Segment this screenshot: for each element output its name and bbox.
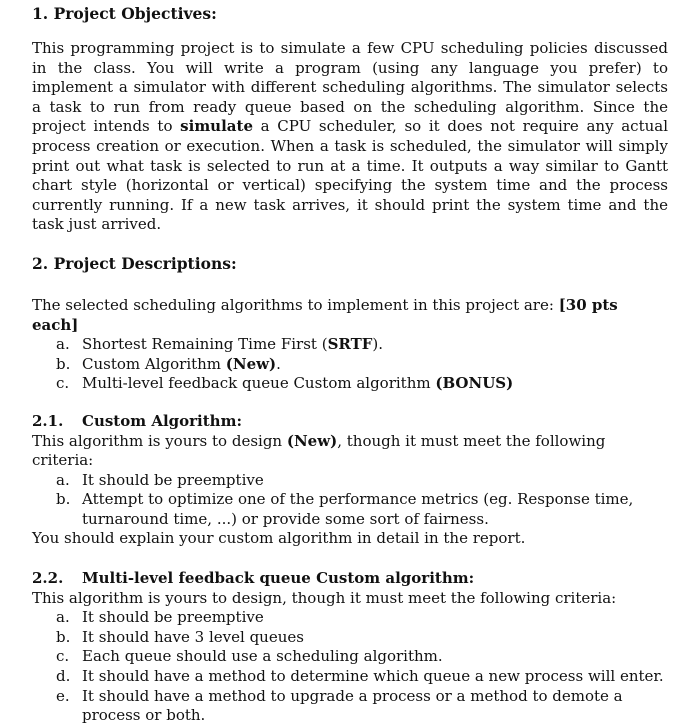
item-text: Custom Algorithm (82, 354, 226, 373)
paragraph-text-start: This programming project is to simulate a few CPU scheduling policies discussed in the class. You will write a program (using any language you prefer) to implement a simulator with different scheduling algorithms. The simulator selects a task to run from ready queue based on the scheduling algorithm. Since the project intends to (32, 39, 668, 136)
item-text-end: . (276, 354, 281, 373)
criteria-item (56, 687, 668, 726)
section-1-paragraph (32, 39, 668, 235)
list-marker: e. (56, 686, 70, 705)
section-2-1-heading (32, 412, 668, 432)
item-bold: SRTF (327, 335, 373, 354)
item-bold: (New) (225, 354, 277, 373)
paragraph-text-end: a CPU scheduler, so it does not require any actual process creation or execution. When a task is scheduled, the simulator will simply print out what task is selected to run at a time. It outputs a way similar to Gantt chart style (horizontal or vertical) specifying the system time and the process currently running. If a new task arrives, it should print the system time and the task just arrived. (32, 117, 668, 234)
section-2-2-number: 2.2. (32, 569, 64, 588)
item-text: It should have 3 level queues (82, 627, 304, 646)
section-2-1-intro (32, 432, 668, 471)
mlfq-criteria-list (32, 608, 668, 726)
section-2-intro (32, 296, 668, 335)
section-2-intro-text: The selected scheduling algorithms to implement in this project are: (32, 295, 559, 314)
section-2-2-heading (32, 569, 668, 589)
section-2-1-number: 2.1. (32, 411, 64, 430)
criteria-item (56, 647, 668, 667)
criteria-item (56, 608, 668, 628)
algorithm-item-custom (56, 355, 668, 375)
criteria-item (56, 490, 668, 529)
intro-bold: (New) (286, 431, 338, 450)
algorithm-item-mlfq (56, 374, 668, 394)
section-2-heading: 2. Project Descriptions: (32, 253, 237, 273)
item-text: Multi-level feedback queue Custom algorithm (82, 374, 436, 393)
item-text: Attempt to optimize one of the performance metrics (eg. Response time, turnaround time, ...) or provide some sort of fairness. (82, 490, 634, 528)
list-marker: a. (56, 470, 70, 489)
item-text: It should be preemptive (82, 608, 264, 627)
item-text: It should be preemptive (82, 470, 264, 489)
list-marker: b. (56, 490, 71, 509)
item-text: It should have a method to upgrade a process or a method to demote a process or both. (82, 686, 623, 725)
section-1-heading: 1. Project Objectives: (32, 4, 217, 23)
list-marker: c. (56, 374, 70, 393)
list-marker: b. (56, 354, 71, 373)
list-marker: a. (56, 335, 70, 354)
item-text: Shortest Remaining Time First ( (82, 335, 328, 354)
criteria-item (56, 628, 668, 648)
item-bold: (BONUS) (435, 374, 514, 393)
algorithm-item-srtf (56, 335, 668, 355)
algorithm-list (32, 335, 668, 394)
intro-text: This algorithm is yours to design (32, 431, 287, 450)
section-2-2-title: Multi-level feedback queue Custom algorithm: (82, 569, 475, 588)
criteria-item (56, 471, 668, 491)
list-marker: b. (56, 627, 71, 646)
section-2-2-intro: This algorithm is yours to design, though it must meet the following criteria: (32, 588, 617, 607)
section-2-1-title: Custom Algorithm: (82, 411, 242, 430)
list-marker: a. (56, 608, 70, 627)
list-marker: d. (56, 667, 71, 686)
intro-text-end: , though it must meet the following criteria: (32, 431, 606, 470)
paragraph-bold-simulate: simulate (180, 117, 253, 136)
list-marker: c. (56, 647, 70, 666)
custom-criteria-list (32, 471, 668, 530)
section-2-1-closing: You should explain your custom algorithm in detail in the report. (32, 529, 526, 548)
section-2-points: [30 pts each] (32, 295, 618, 334)
item-text-end: ). (372, 335, 384, 354)
item-text: It should have a method to determine which queue a new process will enter. (82, 667, 664, 686)
item-text: Each queue should use a scheduling algorithm. (82, 647, 443, 666)
